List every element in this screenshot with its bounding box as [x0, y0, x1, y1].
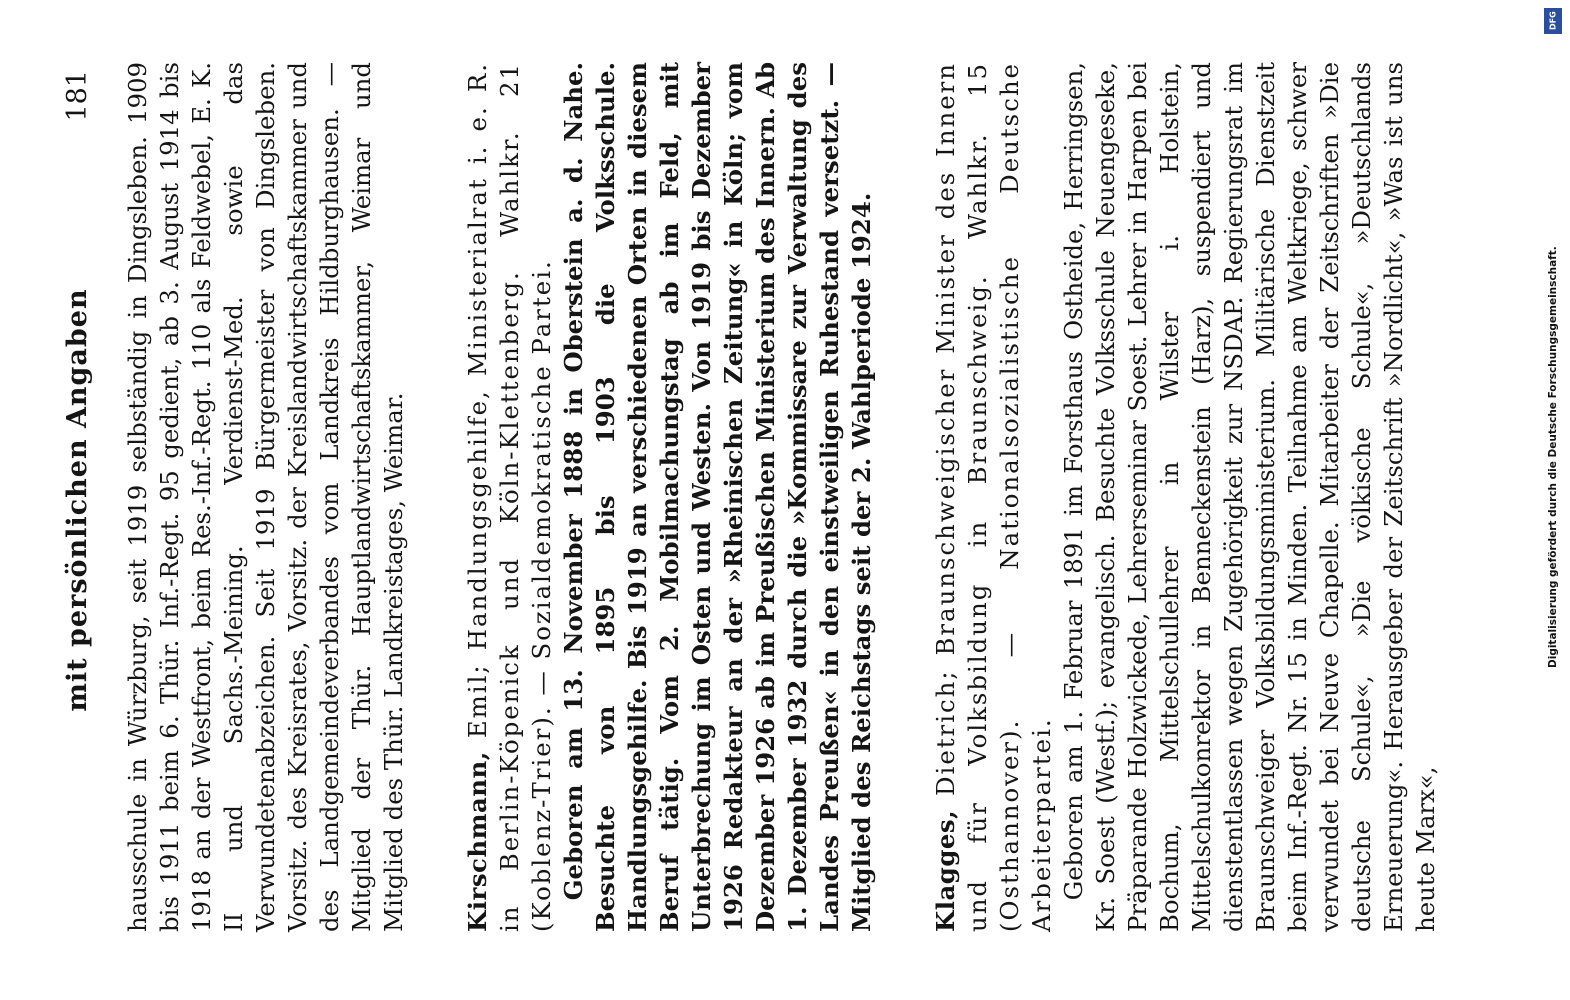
entry-kirschmann-bio [558, 62, 878, 932]
entry-kirschmann-birth: Geboren am 13. November 1888 in Oberstein a. d. Nahe. [559, 62, 588, 901]
entry-continuation-text: hausschule in Würzburg, seit 1919 selbständig in Dingsleben. 1909 bis 1911 beim 6. Thür. Inf.-Regt. 95 gedient, ab 3. August 1914 bis 1918 an der Westfront, beim Res.-Inf.-Regt. 110 als Feldwebel, E. K. II und Sachs.-Meining. Verdienst-Med. sowie das Verwundetenabzeichen. Seit 1919 Bürgermeister von Dingsleben. Vorsitz. des Kreisrates, Vorsitz. der Kreislandwirtschaftskammer und des Landgemeindeverbandes vom Landkreis Hildburghausen. — Mitglied der Thür. Hauptlandwirtschaftskammer, Weimar und Mitglied des Thür. Landkreistages, Weimar. [123, 62, 408, 932]
entry-klagges [930, 62, 1442, 932]
dfg-notice: Digitalisierung gefördert durch die Deutsche Forschungsgemeinschaft. [1547, 246, 1559, 668]
running-head-title: mit persönlichen Angaben [62, 288, 93, 712]
entry-kirschmann-bio-text: Besuchte von 1895 bis 1903 die Volksschule. Handlungsgehilfe. Bis 1919 an verschiedenen Orten in diesem Beruf tätig. Vom 2. Mobilmachungstag ab im Feld, mit Unterbrechung im Osten und Westen. Von 1919 bis Dezember 1926 Redakteur an der »Rheinischen Zeitung« in Köln; vom Dezember 1926 ab im Preußischen Ministerium des Innern. Ab 1. Dezember 1932 durch die »Kommissare zur Verwaltung des Landes Preußen« in den einstweiligen Ruhestand versetzt. — Mitglied des Reichstags seit der 2. Wahlperiode 1924. [591, 62, 876, 932]
dfg-sidebar [1544, 8, 1566, 668]
entry-klagges-heading [930, 62, 1058, 932]
entry-kirschmann [462, 62, 878, 932]
entry-kirschmann-heading [462, 62, 558, 932]
running-head [62, 70, 102, 930]
entry-kirschmann-name: Kirschmann, [463, 751, 492, 932]
entry-klagges-name: Klagges, [931, 809, 960, 932]
entry-klagges-head-text: Dietrich; Braunschweigischer Minister des Innern und für Volksbildung in Braunschweig. Wahlkr. 15 (Osthannover). — Nationalsozialistische Deutsche Arbeiterpartei. [931, 62, 1056, 932]
entry-klagges-bio: Geboren am 1. Februar 1891 im Forsthaus Ostheide, Herringsen, Kr. Soest (Westf.); evangelisch. Besuchte Volksschule Neuengeseke, Präparande Holzwickede, Lehrerseminar Soest. Lehrer in Harpen bei Bochum, Mittelschullehrer in Wilster i. Holstein, Mittelschulkonrektor in Benneckenstein (Harz), suspendiert und dienstentlassen wegen Zugehörigkeit zur NSDAP. Regierungsrat im Braunschweiger Volksbildungsministerium. Militärische Dienstzeit beim Inf.-Regt. Nr. 15 in Minden. Teilnahme am Weltkriege, schwer verwundet bei Neuve Chapelle. Mitarbeiter der Zeitschriften »Die deutsche Schule«, »Die völkische Schule«, »Deutschlands Erneuerung«. Herausgeber der Zeitschrift »Nordlicht«, »Was ist uns heute Marx«, [1059, 62, 1440, 932]
entry-kirschmann-head-text: Emil; Handlungsgehilfe, Ministerialrat i. e. R. in Berlin-Köpenick und Köln-Klettenberg. Wahlkr. 21 (Koblenz-Trier). — Sozialdemokratische Partei. [463, 62, 556, 932]
dfg-logo: DFG [1544, 8, 1562, 34]
page-body [122, 62, 1442, 932]
page-number: 181 [62, 70, 93, 122]
